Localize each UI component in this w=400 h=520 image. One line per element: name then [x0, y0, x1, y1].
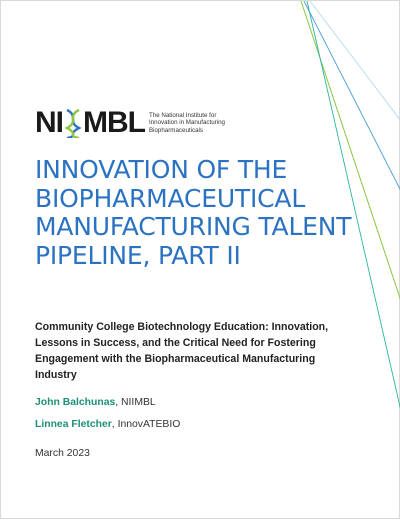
report-title: INNOVATION OF THE BIOPHARMACEUTICAL MANUFACTURING TALENT PIPELINE, PART II — [35, 155, 352, 270]
author-line — [35, 397, 156, 408]
author-line — [35, 419, 180, 430]
logo-letters-ni: NI — [35, 106, 63, 139]
author-name: John Balchunas — [35, 397, 116, 408]
author-affiliation: , NIIMBL — [115, 397, 156, 408]
author-affiliation: , InnovATEBIO — [111, 419, 181, 430]
publication-date: March 2023 — [35, 448, 90, 459]
niimbl-logo — [35, 108, 229, 138]
logo-wordmark — [35, 108, 145, 138]
decorative-line-light — [310, 1, 400, 121]
logo-letters-mbl: MBL — [83, 106, 145, 139]
report-subtitle: Community College Biotechnology Education: Innovation, Lessons in Success, and the Critical Need for Fostering Engagement with the Biopharmaceutical Manufacturing Industry — [35, 321, 329, 381]
author-name: Linnea Fletcher — [35, 419, 112, 430]
dna-helix-icon — [64, 108, 82, 138]
logo-tagline: The National Institute for Innovation in Manufacturing Biopharmaceuticals — [148, 111, 226, 134]
